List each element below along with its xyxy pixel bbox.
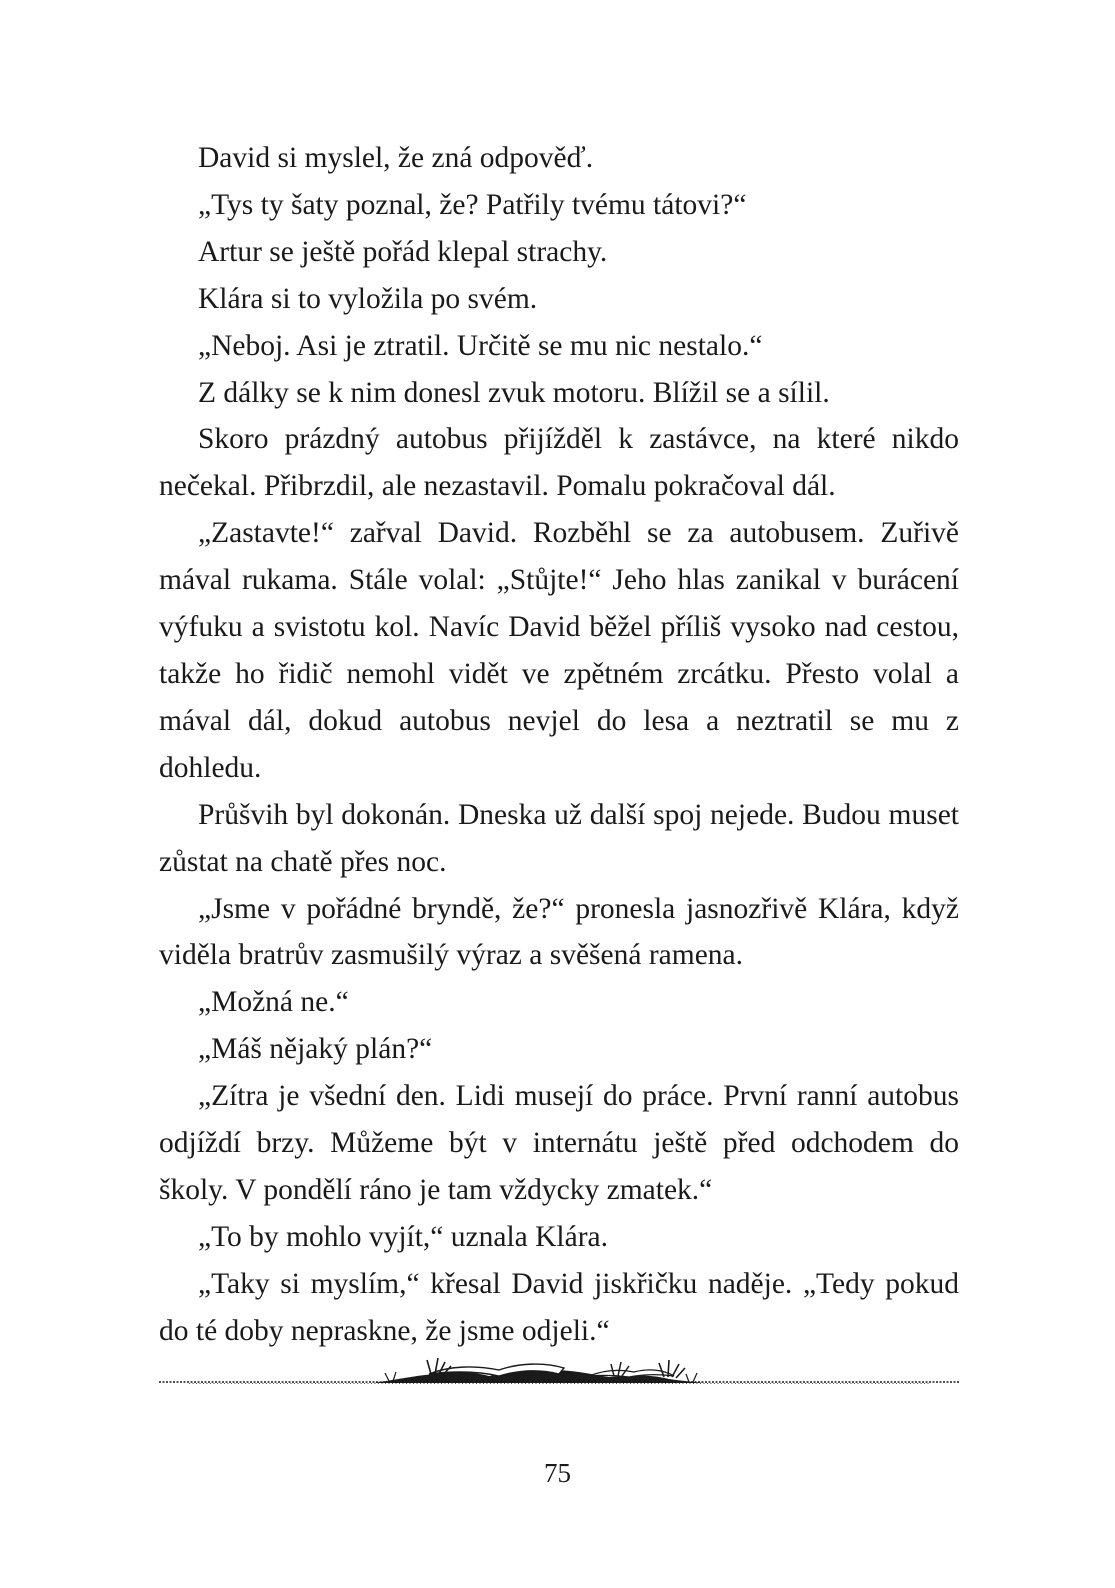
paragraph: Klára si to vyložila po svém. (198, 282, 538, 315)
paragraph: „Neboj. Asi je ztratil. Určitě se mu nic nestalo.“ (198, 329, 763, 362)
paragraph: Průšvih byl dokonán. Dneska už další spoj nejede. Budou muset zůstat na chatě přes noc. (159, 798, 959, 878)
paragraph: „Zítra je všední den. Lidi musejí do práce. První ranní autobus odjíždí brzy. Můžeme být v internátu ještě před odchodem do školy. V pondělí ráno je tam vždycky zmatek.“ (159, 1080, 959, 1206)
paragraph: „To by mohlo vyjít,“ uznala Klára. (198, 1220, 608, 1253)
paragraph: „Možná ne.“ (198, 986, 349, 1019)
paragraph: „Tys ty šaty poznal, že? Patřily tvému tátovi?“ (198, 188, 747, 221)
paragraph: Skoro prázdný autobus přijížděl k zastávce, na které nikdo nečekal. Přibrzdil, ale nezastavil. Pomalu pokračoval dál. (159, 423, 959, 503)
paragraph: „Zastavte!“ zařval David. Rozběhl se za autobusem. Zuřivě mával rukama. Stále volal: „Stůjte!“ Jeho hlas zanikal v burácení výfuku a svistotu kol. Navíc David běžel příliš vysoko nad cestou, takže ho řidič nemohl vidět ve zpětném zrcátku. Přesto volal a mával dál, dokud autobus nevjel do lesa a neztratil se mu z dohledu. (159, 517, 959, 784)
paragraph: „Jsme v pořádné bryndě, že?“ pronesla jasnozřivě Klára, když viděla bratrův zasmušilý výraz a svěšená ramena. (159, 892, 959, 972)
grass-landscape-divider-icon (159, 1352, 959, 1396)
body-text (159, 135, 959, 1355)
paragraph: „Taky si myslím,“ křesal David jiskřičku naděje. „Tedy pokud do té doby nepraskne, že jsme odjeli.“ (159, 1267, 959, 1347)
paragraph: Z dálky se k nim donesl zvuk motoru. Blížil se a sílil. (198, 376, 830, 409)
paragraph: „Máš nějaký plán?“ (198, 1033, 433, 1066)
page-number: 75 (544, 1458, 571, 1488)
paragraph: Artur se ještě pořád klepal strachy. (198, 235, 608, 268)
paragraph: David si myslel, že zná odpověď. (198, 142, 594, 174)
